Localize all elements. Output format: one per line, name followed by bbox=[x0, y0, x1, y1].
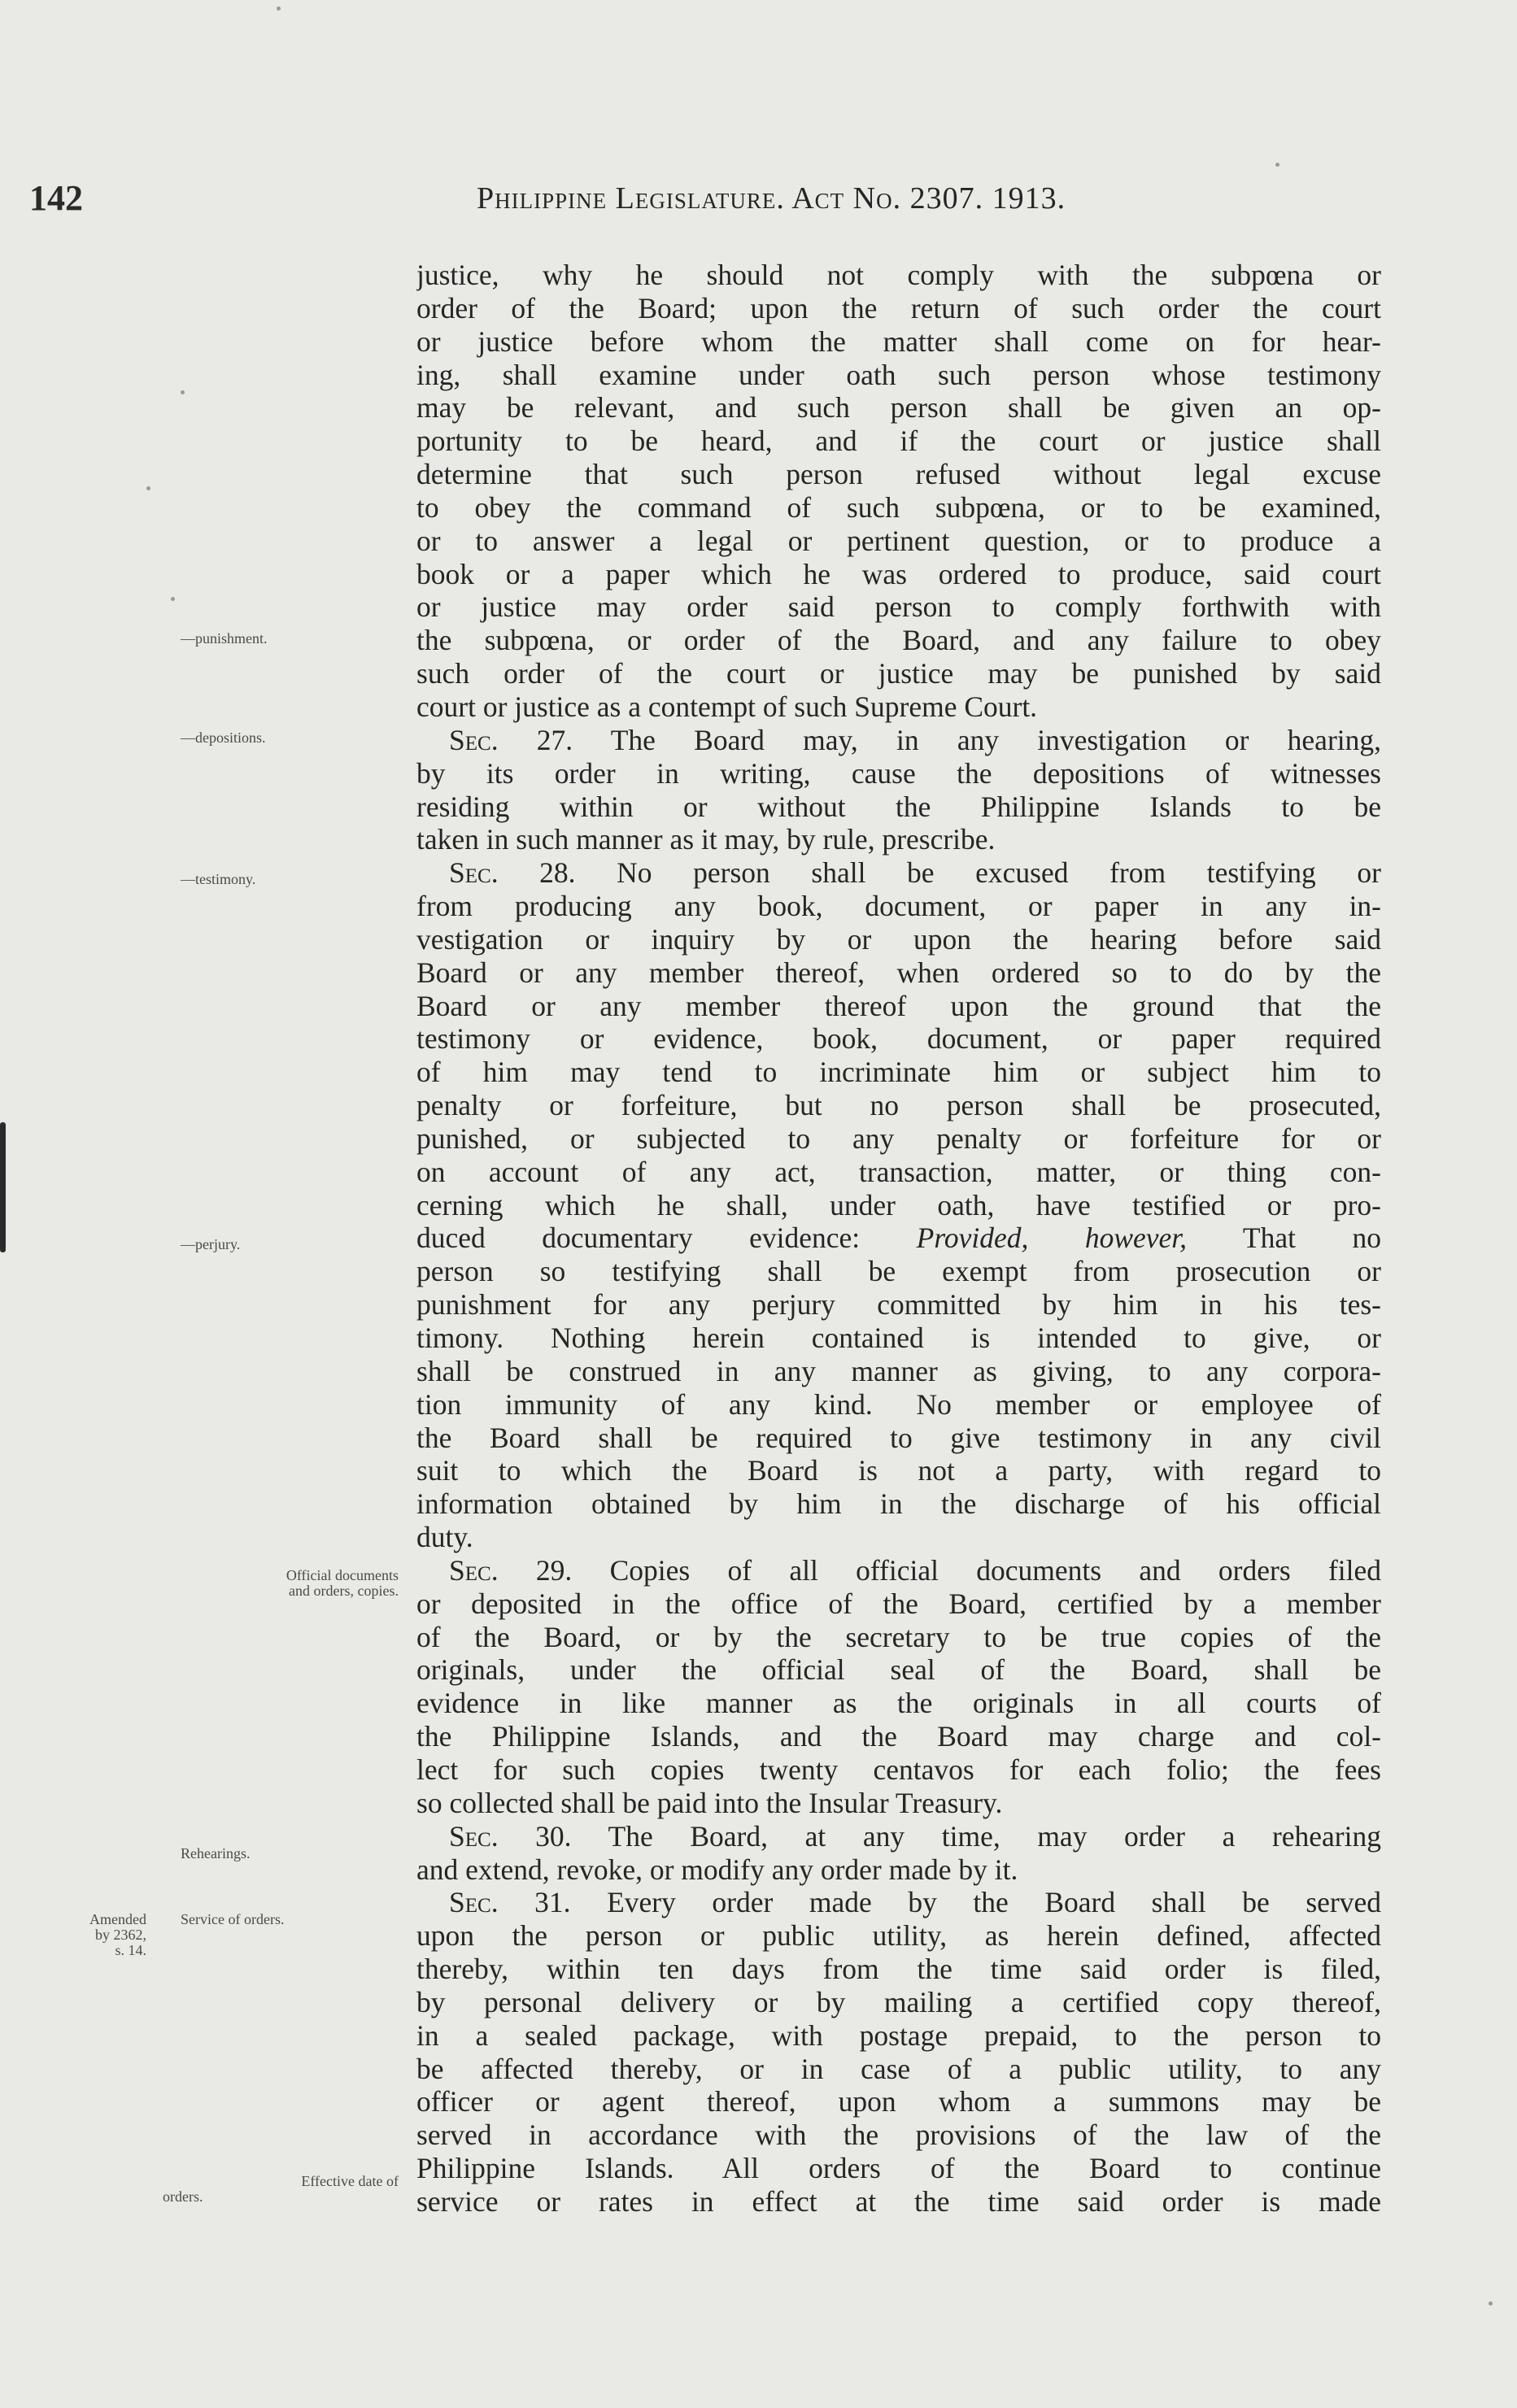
text-line: the subpœna, or order of the Board, and any failure to obey bbox=[416, 624, 1381, 657]
proviso-line bbox=[416, 1221, 1381, 1255]
text-line: person so testifying shall be exempt from prosecution or bbox=[416, 1255, 1381, 1288]
text-line: cerning which he shall, under oath, have testified or pro- bbox=[416, 1188, 1381, 1221]
text-line: book or a paper which he was ordered to produce, said court bbox=[416, 557, 1381, 590]
text-line: officer or agent thereof, upon whom a summons may be bbox=[416, 2085, 1381, 2118]
scan-speck bbox=[181, 390, 185, 394]
text-line: originals, under the official seal of the Board, shall be bbox=[416, 1653, 1381, 1687]
text-line: such order of the court or justice may be punished by said bbox=[416, 657, 1381, 690]
text-line: or deposited in the office of the Board, certified by a member bbox=[416, 1587, 1381, 1620]
margin-note-official-documents-line-2: and orders, copies. bbox=[289, 1583, 399, 1599]
scan-speck bbox=[1275, 163, 1279, 167]
text-line: order of the Board; upon the return of such order the court bbox=[416, 291, 1381, 324]
margin-note-punishment: —punishment. bbox=[181, 630, 268, 647]
text-line: or justice before whom the matter shall come on for hear- bbox=[416, 324, 1381, 358]
text-line: shall be construed in any manner as giving, to any corpora- bbox=[416, 1354, 1381, 1387]
text-line: Board or any member thereof, when ordered so to do by the bbox=[416, 956, 1381, 989]
text-line: evidence in like manner as the originals in all courts of bbox=[416, 1687, 1381, 1720]
text-line: or to answer a legal or pertinent question, or to produce a bbox=[416, 524, 1381, 557]
section-27-label: Sec. 27. bbox=[449, 723, 573, 756]
section-27-first-line bbox=[416, 724, 1381, 757]
margin-note-depositions: —depositions. bbox=[181, 729, 266, 746]
text-line: court or justice as a contempt of such Supreme Court. bbox=[416, 690, 1038, 723]
text-line: by personal delivery or by mailing a certified copy thereof, bbox=[416, 1985, 1381, 2018]
text-line: information obtained by him in the discharge of his official bbox=[416, 1487, 1381, 1521]
text-line: by its order in writing, cause the depositions of witnesses bbox=[416, 756, 1381, 790]
text-line: punishment for any perjury committed by him in his tes- bbox=[416, 1288, 1381, 1322]
text-line: of the Board, or by the secretary to be true copies of the bbox=[416, 1620, 1381, 1653]
scan-speck bbox=[1489, 2301, 1493, 2306]
text-line: thereby, within ten days from the time said order is filed, bbox=[416, 1953, 1381, 1986]
running-head: Philippine Legislature. Act No. 2307. 1913. bbox=[477, 181, 1066, 216]
scan-speck bbox=[171, 597, 175, 601]
text-line: vestigation or inquiry by or upon the hearing before said bbox=[416, 922, 1381, 956]
text-line: residing within or without the Philippine Islands to be bbox=[416, 790, 1381, 823]
text-line: taken in such manner as it may, by rule, prescribe. bbox=[416, 823, 996, 856]
margin-note-service-of-orders: Service of orders. bbox=[181, 1911, 285, 1927]
margin-note-testimony: —testimony. bbox=[181, 871, 256, 887]
text-line: testimony or evidence, book, document, or paper required bbox=[416, 1022, 1381, 1056]
section-30-label: Sec. 30. bbox=[449, 1819, 572, 1853]
section-28-label: Sec. 28. bbox=[449, 856, 576, 890]
section-31-label: Sec. 31. bbox=[449, 1886, 571, 1919]
text-line: Philippine Islands. All orders of the Board to continue bbox=[416, 2152, 1381, 2185]
text-line: on account of any act, transaction, matter, or thing con- bbox=[416, 1155, 1381, 1188]
section-28-first-line bbox=[416, 856, 1381, 890]
text-line: portunity to be heard, and if the court or justice shall bbox=[416, 425, 1381, 458]
text-line: punished, or subjected to any penalty or forfeiture for or bbox=[416, 1121, 1381, 1155]
section-29-first-line bbox=[416, 1554, 1381, 1587]
page-header bbox=[0, 177, 1517, 226]
text-line: be affected thereby, or in case of a public utility, to any bbox=[416, 2052, 1381, 2085]
body-text bbox=[416, 259, 1381, 2219]
proviso-tail-text: That no bbox=[1242, 1221, 1381, 1255]
scan-speck bbox=[146, 486, 150, 490]
text-line: upon the person or public utility, as herein defined, affected bbox=[416, 1919, 1381, 1953]
proviso-lead-text: duced documentary evidence: bbox=[416, 1221, 861, 1255]
section-31-text: Every order made by the Board shall be served bbox=[607, 1886, 1381, 1919]
margin-note-amended-line-2: by 2362, bbox=[95, 1927, 146, 1943]
text-line: penalty or forfeiture, but no person shall be prosecuted, bbox=[416, 1089, 1381, 1122]
margin-note-official-documents bbox=[163, 1568, 399, 1599]
margin-note-rehearings: Rehearings. bbox=[181, 1845, 251, 1862]
margin-note-amended-line-3: s. 14. bbox=[115, 1942, 146, 1958]
proviso-italic-text: Provided, however, bbox=[916, 1221, 1188, 1255]
section-30-text: The Board, at any time, may order a rehearing bbox=[608, 1819, 1381, 1853]
page-number: 142 bbox=[29, 178, 83, 218]
section-29-text: Copies of all official documents and orders filed bbox=[609, 1553, 1381, 1587]
scan-edge-mark bbox=[0, 1122, 6, 1252]
text-line: in a sealed package, with postage prepaid, to the person to bbox=[416, 2018, 1381, 2052]
section-27-text: The Board may, in any investigation or hearing, bbox=[610, 723, 1381, 756]
text-line: from producing any book, document, or paper in any in- bbox=[416, 890, 1381, 923]
text-line: timony. Nothing herein contained is intended to give, or bbox=[416, 1322, 1381, 1354]
text-line: suit to which the Board is not a party, with regard to bbox=[416, 1454, 1381, 1487]
text-line: Board or any member thereof upon the ground that the bbox=[416, 989, 1381, 1022]
text-line: or justice may order said person to comply forthwith with bbox=[416, 590, 1381, 624]
text-line: justice, why he should not comply with the subpœna or bbox=[416, 259, 1381, 291]
text-line: the Philippine Islands, and the Board may charge and col- bbox=[416, 1720, 1381, 1753]
text-line: and extend, revoke, or modify any order made by it. bbox=[416, 1853, 1018, 1886]
section-29-label: Sec. 29. bbox=[449, 1553, 573, 1587]
text-line: of him may tend to incriminate him or subject him to bbox=[416, 1056, 1381, 1089]
margin-note-official-documents-line-1: Official documents bbox=[286, 1567, 399, 1583]
margin-note-effective-date-line-1: Effective date of bbox=[301, 2173, 399, 2189]
text-line: so collected shall be paid into the Insular Treasury. bbox=[416, 1786, 1003, 1819]
text-line: service or rates in effect at the time said order is made bbox=[416, 2184, 1381, 2218]
text-line: to obey the command of such subpœna, or to be examined, bbox=[416, 490, 1381, 524]
section-31-first-line bbox=[416, 1886, 1381, 1919]
text-line: duty. bbox=[416, 1521, 473, 1554]
margin-note-amended-line-1: Amended bbox=[89, 1911, 146, 1927]
text-line: the Board shall be required to give testimony in any civil bbox=[416, 1421, 1381, 1454]
text-line: lect for such copies twenty centavos for each folio; the fees bbox=[416, 1753, 1381, 1786]
text-line: served in accordance with the provisions of the law of the bbox=[416, 2118, 1381, 2152]
section-30-first-line bbox=[416, 1820, 1381, 1853]
text-line: may be relevant, and such person shall be given an op- bbox=[416, 391, 1381, 425]
margin-note-effective-date bbox=[155, 2174, 399, 2205]
text-line: tion immunity of any kind. No member or employee of bbox=[416, 1387, 1381, 1421]
text-line: ing, shall examine under oath such person whose testimony bbox=[416, 358, 1381, 391]
section-28-text: No person shall be excused from testifying or bbox=[617, 856, 1381, 890]
scan-speck bbox=[277, 7, 281, 11]
margin-note-amended bbox=[33, 1912, 146, 1958]
margin-note-effective-date-line-2: orders. bbox=[163, 2188, 203, 2205]
text-line: determine that such person refused without legal excuse bbox=[416, 458, 1381, 491]
margin-note-perjury: —perjury. bbox=[181, 1236, 241, 1252]
